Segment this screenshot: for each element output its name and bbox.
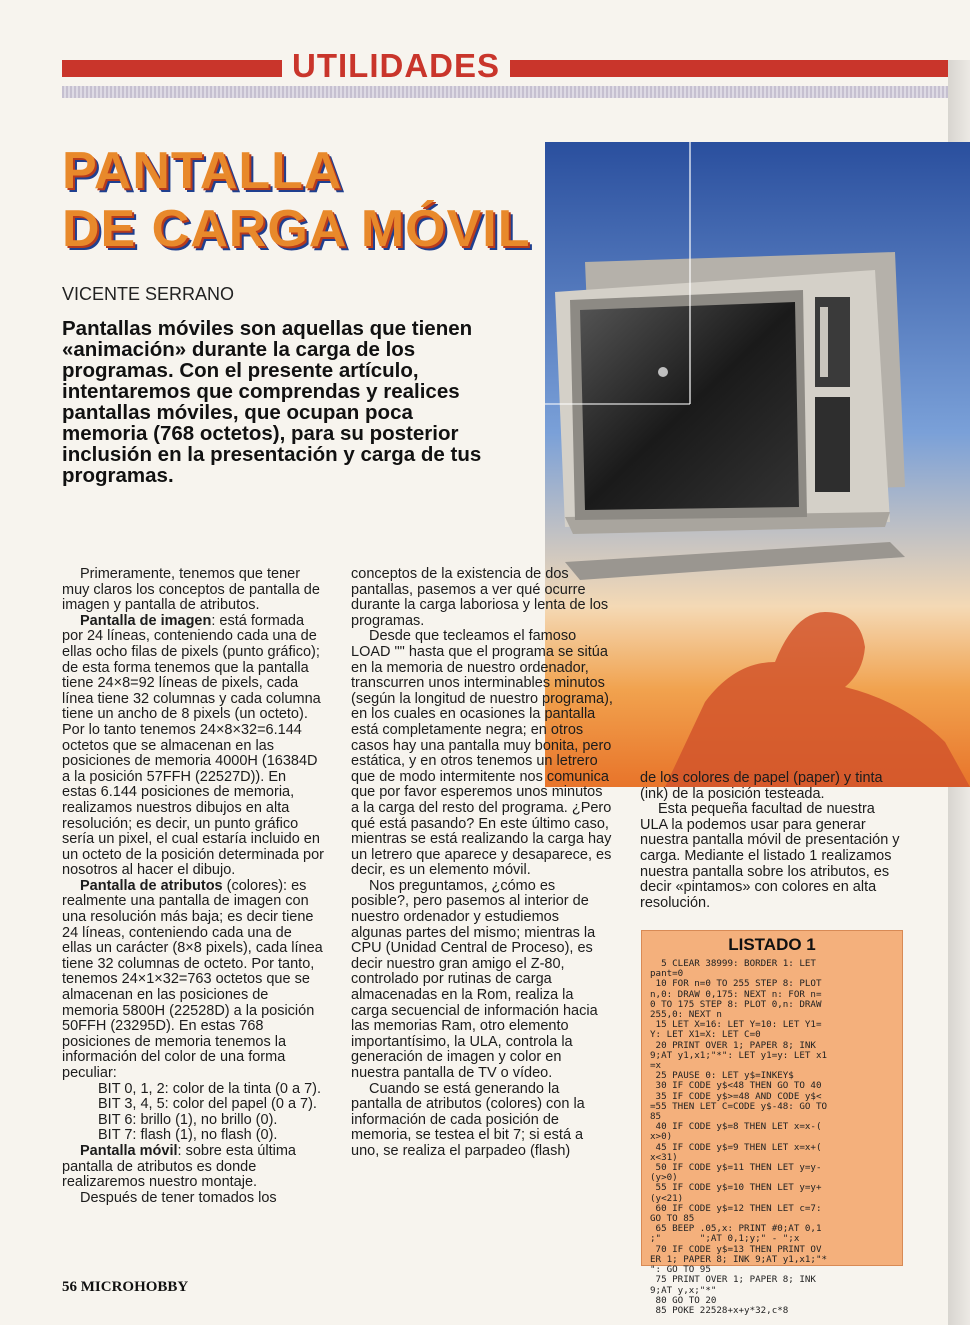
title-line-1: PANTALLA [62, 142, 343, 200]
bit-line-2: BIT 3, 4, 5: color del papel (0 a 7). [98, 1096, 317, 1113]
listing-title: LISTADO 1 [728, 935, 816, 954]
code-listing-box [641, 930, 903, 1316]
col2-paragraph-1: conceptos de la existencia de dos pantallas, pasemos a ver qué ocurre durante la carga laboriosa y lenta de los programas. [351, 566, 609, 629]
bit-line-4: BIT 7: flash (1), no flash (0). [98, 1127, 278, 1144]
lead-paragraph: Pantallas móviles son aquellas que tienen «animación» durante la carga de los programas. Con el presente artículo, intentaremos que comprendas y realices pantallas móviles, que ocupan poca memoria (768 octetos), para su posterior inclusión en la presentación y carga de tus programas. [62, 317, 482, 487]
title-line-2: DE CARGA MÓVIL [62, 200, 531, 258]
header-stripe-bar [62, 86, 970, 98]
listing-code: 5 CLEAR 38999: BORDER 1: LET pant=0 10 FOR n=0 TO 255 STEP 8: PLOT n,0: DRAW 0,175: NEXT n: FOR n= 0 TO 175 STEP 8: PLOT 0,n: DRAW 255,0: NEXT n 15 LET X=16: LET Y=10: LET Y1= Y: LET X1=X: LET C=0 20 PRINT OVER 1; PAPER 8; INK 9;AT y1,x1;"*": LET y1=y: LET x1 =x 25 PAUSE 0: LET y$=INKEY$ 30 IF CODE y$<48 THEN GO TO 40 35 IF CODE y$>=48 AND CODE y$< =55 THEN LET C=CODE y$-48: GO TO 85 40 IF CODE y$=8 THEN LET x=x-( x>0) 45 IF CODE y$=9 THEN LET x=x+( x<31) 50 IF CODE y$=11 THEN LET y=y- (y>0) 55 IF CODE y$=10 THEN LET y=y+ (y<21) 60 IF CODE y$=12 THEN LET c=7: GO TO 85 65 BEEP .05,x: PRINT #0;AT 0,1 ;" ";AT 0,1;y;" - ";x 70 IF CODE y$=13 THEN PRINT OV ER 1; PAPER 8; INK 9;AT y1,x1;"* ": GO TO 95 75 PRINT OVER 1; PAPER 8; INK 9;AT y,x;"*" 80 GO TO 20 85 POKE 22528+x+y*32,c*8 [650, 958, 828, 1316]
col2-paragraph-3: Nos preguntamos, ¿cómo es posible?, pero pasemos al interior de nuestro ordenador y estudiemos algunas partes del mismo; mientras la CPU (Unidad Central de Proceso), es decir nuestro gran amigo el Z-80, controlado por rutinas de carga almacenadas en la Rom, realiza la carga secuencial de información hacia las memorias Ram, otro elemento importantísimo, la ULA, controla la generación de imagen y color en nuestra pantalla de TV o vídeo. [351, 877, 598, 1081]
col3-paragraph-1: de los colores de papel (paper) y tinta (ink) de la posición testeada. [640, 770, 883, 802]
col1-paragraph-4 [62, 1144, 324, 1191]
term-pantalla-atributos: Pantalla de atributos [80, 877, 223, 894]
col1-paragraph-3-text: (colores): es realmente una pantalla de imagen con una resolución más baja; es decir tiene 24 líneas, conteniendo cada una de ellas un carácter (8×8 pixels), cada línea tiene 32 columnas de octeto. Por tanto, tenemos 24×1×32=763 octetos que se almacenan en las posiciones de memoria 5800H (22528D) a la posición 50FFH (23295D). En estas 768 posiciones de memoria tenemos la información del color de una forma peculiar: [62, 877, 323, 1081]
col3-paragraph-2: Esta pequeña facultad de nuestra ULA la podemos usar para generar nuestra pantalla móvil de presentación y carga. Mediante el listado 1 realizamos nuestra pantalla sobre los atributos, es decir «pintamos» con colores en alta resolución. [640, 801, 900, 911]
header-red-bar [62, 60, 970, 77]
bit-line-1: BIT 0, 1, 2: color de la tinta (0 a 7). [98, 1080, 321, 1097]
col1-paragraph-3 [62, 879, 324, 1082]
col1-paragraph-1: Primeramente, tenemos que tener muy claros los conceptos de pantalla de imagen y pantalla de atributos. [62, 566, 320, 614]
column-3 [640, 771, 902, 911]
col1-paragraph-2 [62, 614, 324, 879]
col2-paragraph-2: Desde que tecleamos el famoso LOAD "" hasta que el programa se sitúa en la memoria de nuestro ordenador, transcurren unos interminables minutos (según la longitud de nuestro programa), en los cuales en ocasiones la pantalla está completamente negra; en otros casos hay una pantalla muy bonita, pero estática, y en otros tenemos un letrero que de modo intermitente nos comunica que por favor esperemos unos minutos a la carga del resto del programa. ¿Pero qué está pasando? En este último caso, mientras se está realizando la carga hay un letrero que aparece y desaparece, es decir, es un elemento móvil. [351, 628, 613, 879]
col1-paragraph-2-text: : está formada por 24 líneas, conteniendo cada una de ellas ocho filas de pixels (punto gráfico); de esta forma tenemos que la pantalla tiene 24×8=92 líneas de pixels, cada línea tiene 32 columnas y cada columna tiene un ancho de 8 pixels (un octeto). Por lo tanto tenemos 24×8×32=6.144 octetos que se almacenan en las posiciones de memoria 4000H (16384D a la posición 57FFH (22527D)). En estas 6.144 posiciones de memoria, realizamos nuestros dibujos en alta resolución; es decir, un punto gráfico sería un pixel, el cual estaría incluido en un octeto de la posición determinada por nosotros al hacer el dibujo. [62, 612, 324, 879]
term-pantalla-imagen: Pantalla de imagen [80, 612, 212, 629]
term-pantalla-movil: Pantalla móvil [80, 1142, 178, 1159]
bit-line-3: BIT 6: brillo (1), no brillo (0). [98, 1111, 278, 1128]
col1-paragraph-5: Después de tener tomados los [80, 1189, 277, 1206]
column-1 [62, 567, 324, 1206]
col2-paragraph-4: Cuando se está generando la pantalla de atributos (colores) con la información de cada posición de memoria, se testea el bit 7; si está a uno, se realiza el parpadeo (flash) [351, 1080, 585, 1159]
author-name: VICENTE SERRANO [62, 284, 235, 304]
page-footer: 56 MICROHOBBY [62, 1279, 189, 1295]
column-2 [351, 567, 613, 1160]
section-label: UTILIDADES [282, 48, 510, 84]
article-title [62, 142, 531, 258]
col1-paragraph-4-text: : sobre esta última pantalla de atributos es donde realizaremos nuestro montaje. [62, 1142, 296, 1191]
